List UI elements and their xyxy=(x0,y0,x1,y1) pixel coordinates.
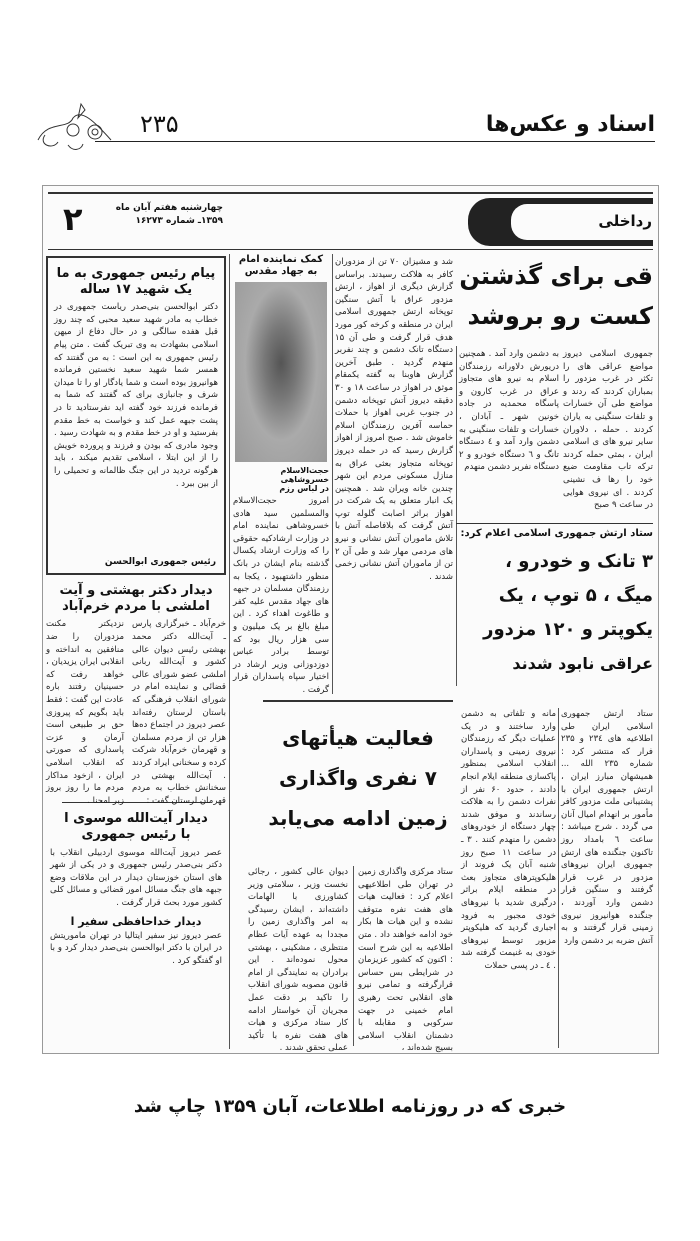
newspaper-page-number: ۲ xyxy=(63,200,83,238)
land-col-2: دیوان عالی کشور ، رجائی نخست وزیر ، سلامتی وزیر کشاورزی با الهامات داشته‌اند ، ایشان رسیدگی به امر واگذاری زمین را مجددا به عهده آیات عظام منتظری ، مشکینی ، بهشتی محول نموده‌اند . این برادران به نمایندگی از امام قانون مصوبه شورای انقلاب را تاکید بر دقت عمل مجریان آن خواستار ادامه کار ستاد مرکزی و هیات های هفت نفره با تأکید عملی تحقق شدند . xyxy=(248,867,348,1054)
photo-article xyxy=(233,254,329,694)
land-headline-3: زمین ادامه می‌یابد xyxy=(268,806,448,830)
date-line-1: چهارشنبه هفتم آبان ماه xyxy=(115,203,223,213)
floral-ornament-icon xyxy=(33,100,113,155)
message-headline-1: پیام رئیس جمهوری به ما xyxy=(56,266,216,281)
section-label: رداخلی xyxy=(598,212,652,230)
land-headline-2: ۷ نفری واگذاری xyxy=(279,766,437,790)
land-col-1: ستاد مرکزی واگذاری زمین در تهران طی اطلاعیهی اعلام کرد : فعالیت هیات های هفت نفره متوقف نشده و این هیات ها بکار خود ادامه خواهند داد . متن اطلاعیه به این شرح است : اکنون که کشور عزیزمان در شرایطی بس حساس قرارگرفته و تمامی نیرو های انقلابی تحت رهبری امام خمینی در جهت سرکوبی و مقابله با دشمنان انقلاب اسلامی بسیج شده‌اند ، xyxy=(358,867,453,1054)
header-rule xyxy=(95,141,655,142)
page-section-title: اسناد و عکس‌ها xyxy=(485,112,655,137)
main-col-3: جمهوری اسلامی دیروز مواضع عراقی های را تکثر در غرب مزدور را بمباران کردند که ردند و مواضع طی آن خسارات و تلفات سنگینی به یاران کردند . حمله ، دلاوران سایر نیرو های ی اسلامی ایران ، بمثی حمله کردند ترکه تاب مقاومت ضیع خود را رها ف نشینی کردند . ای نیروی هوایی در ساعت ۹ صبح xyxy=(563,349,653,511)
newspaper-clipping xyxy=(42,185,659,1054)
mousavi-headline-1: دیدار آیت‌الله موسوی ا xyxy=(64,811,208,827)
message-body: دکتر ابوالحسن بنی‌صدر ریاست جمهوری در خطاب به مادر شهید سعید محبی که چند روز قبل هفده سالگی و در حال دفاع از میهن اسلامی بشهادت به وی تبریک گفت . متن پیام رئیس جمهوری به این است : به من گفتند که همسر شما شهید سعید نخستین فرمانده هوانیروز بوده است و شما یادگار او را تا میدان شرف و جانبازی برای که گفتند که شما به فرمانده فرزند خود گفته اید نفرستادید تا در پشت جبهه عمل کند و خواست به خط مقدم بفرستید و او در خط مقدم و به شهادت رسید . وجود مادری که بودن و فرزند و پرورده خویش را از این ابتلا ، اسلامی تقدیم میکند ، باید هرگونه تردید در این جنگ ظالمانه و تحمیلی را از بین ببرد . xyxy=(54,302,218,489)
main-headline xyxy=(459,256,653,336)
tank-col-1: مانه و تلفاتی به دشمن وارد ساختند و در یک عملیات دیگر که رزمندگان نیروی زمینی و پاسداران انقلاب اسلامی بمنظور پاکسازی منطقه ایلام انجام دادند ، حدود ۶۰ نفر از نفرات دشمن را به هلاکت رساندند و موفق شدند چهار دستگاه از خودروهای دشمن را منهدم کنند . ۳ ـ در ساعت ۱۱ صبح روز شنبه آبان یک فروند از هلیکوپترهای متجاوز بعث در منطقه ایلام براثر درگیری شدید با نیروهای خودی مجبور به فرود اجباری گردید که هلیکوپتر مزبور توسط نیروهای خودی به غنیمت گرفته شد . ٤ ـ در پسی حملات xyxy=(461,709,557,971)
page-number: ۲۳۵ xyxy=(140,110,179,138)
beheshti-col-2: نزدیکتر مکنت مزدوران را ضد منافقین به انداخته و انقلابی ایران یزیدیان ، خواهد رفت که حسینیان رفتند باره عادت این گفت : فقط باید بگویم که پیروزی حق بر طبیعی است آرمان و عزت پاسداری که صورتی که انقلاب اسلامی ایران ، ازخود مداکار مردم ما را روز بروز زبر امحنا . xyxy=(46,619,124,806)
tank-article xyxy=(461,528,653,681)
message-signature: رئیس جمهوری ابوالحسن xyxy=(104,557,216,568)
photo-headline-1: کمک نماینده امام xyxy=(238,254,324,265)
tank-kicker: ستاد ارتش جمهوری اسلامی اعلام کرد: xyxy=(460,528,653,539)
tank-col-2: ستاد ارتش جمهوری اسلامی ایران طی اطلاعیه های ۲۳٤ و ۲۳۵ فرار که منتشر کرد : شماره ۲۳۵ الله ... همیشهان مبارز ایران ، ارتش جمهوری ایران با پشتیبانی ملت مزدور کافر مأمور بر انهدام امیال آنان می گردد . شرح میباشد : ساعت ٦ بامداد روز تاکنون جنگنده های ارتش جمهوری ایران نیروهای مزدور در غرب قرار گرفتند و سنگین قرار دشمن وارد آوردند ، جنگنده هوانیروز نیروی زمینی قرار گرفتند و به آتش ضربه بر دشمن وارد xyxy=(561,709,653,946)
masthead-date xyxy=(113,202,223,228)
main-headline-1: قی برای گذشتن xyxy=(459,262,653,290)
message-article-box xyxy=(46,256,226,575)
beheshti-headline-2: املشی با مردم خرم‌آباد xyxy=(62,598,210,614)
left-column xyxy=(46,256,226,1051)
portrait-photo xyxy=(235,282,327,462)
main-col-1: شد و مشیزان ۷۰ تن از مزدوران کافر به هلاکت رسیدند. براساس گزارش دیگری از اهواز ، ارتش مزدور عراق با آتش سنگین توپخانه ارتش جمهوری اسلامی ایران در منطقه و کرخه کور مورد هدف قرار گرفت و طی آن ۱۵ دستگاه تانک دشمن و چند نفربر منهدم گردید . طبق آخرین گزارش هاوبنا به گفته یکمقام موثق در اهواز در ساعت ۱۸ و ۳۰ دقیقه دیروز آتش توپخانه دشمن در جنوب غربی اهواز با حملات حماسه آفرین رزمندگان اسلام خاموش شد . صبح امروز از اهواز گزارش رسید که در حمله دیروز توپخانه متجاوز بعثی عراق به منازل مسکونی مردم این شهر چندین خانه ویران شد . همچنین یک انبار متعلق به یک شرکت در اهواز براثر اصابت گلوله توپ آتش گرفت که بلافاصله آتش با تلاش ماموران آتش نشانی و نیرو های مردمی مهار شد و طی آن ۲ تن از ماموران آتش نشانی زخمی شدند . xyxy=(335,257,453,582)
tank-headline-1: ۳ تانک و خودرو ، xyxy=(505,551,653,572)
photo-caption-1: حجت‌الاسلام خسروشاهی xyxy=(280,466,329,484)
masthead-bottom-rule xyxy=(48,249,653,250)
main-col-2: به دشمن وارد آمد . همچنین دریورش دلاورانه رزمندگان اسلام به نیرو های متجاوز عراق در غرب کارون و پاسگاه محمدیه در جاده خونین شهر ـ آبادان ، خسارات و تلفات سنگینی به دشمن وارد آمد و ٤ دستگاه تانگ و ٦ دستگاه خودرو و ۲ دستگاه نفربر دشمن منهدم xyxy=(459,349,559,473)
date-line-2: ۱۳۵۹ـ شماره ۱۶۲۷۳ xyxy=(135,216,223,226)
beheshti-article xyxy=(46,583,226,806)
mousavi-headline-2: با رئیس جمهوری xyxy=(81,826,191,842)
masthead-top-rule xyxy=(48,192,653,194)
main-headline-2: کست رو بروشد xyxy=(467,302,653,330)
mousavi-article xyxy=(46,811,226,967)
figure-caption: خبری که در روزنامه اطلاعات، آبان ۱۳۵۹ چاپ شد xyxy=(133,1096,567,1117)
land-article xyxy=(263,718,453,838)
tank-headline-2: میگ ، ۵ توپ ، یک xyxy=(498,585,653,606)
message-headline-2: یک شهید ۱۷ ساله xyxy=(79,281,193,297)
beheshti-col-1: خرم‌آباد ـ خبرگزاری پارس ـ آیت‌الله دکتر محمد بهشتی رئیس دیوان عالی کشور و آیت‌الله ربانی املشی عضو شورای عالی قضائی و نماینده امام در شورای انقلاب فرهنگی که باستان لرستان رفته‌اند عصر دیروز در اجتماع ده‌ها هزار تن از مردم مسلمان و قهرمان خرم‌آباد شرکت کرده و سخنانی ایراد کردند . آیت‌الله بهشتی در سخنانش خطاب به مردم قهرمان لرستان گفت : xyxy=(131,619,226,806)
beheshti-headline-1: دیدار دکتر بهشتی و آیت xyxy=(59,583,213,599)
land-headline-1: فعالیت هیأتهای xyxy=(282,726,434,750)
farewell-body: عصر دیروز نیز سفیر ایتالیا در تهران ماموریتش در ایران با دکتر ابوالحسن بنی‌صدر دیدار کرد و با او گفتگو کرد . xyxy=(50,930,222,966)
photo-headline-2: به جهاد مقدس xyxy=(244,266,318,277)
tank-headline-4: عراقی نابود شدند xyxy=(512,654,653,673)
photo-caption-2: در لباس رزم xyxy=(279,484,329,493)
photo-body: امروز حجت‌الاسلام والمسلمین سید هادی خسروشاهی نماینده امام در وزارت ارشادکیه حقوقی را که وزارت ارشاد یکسال گذشته بنام ایشان در بانک منظور داشتهبود ، یکجا به رزمندگان مسلمان در جبهه های جهاد مقدس علیه کفر و طاغوت اهداء کرد . این مبلغ بالغ بر یک میلیون و سی هزار ریال بود که توسط برادر عباس دوزدوزانی وزیر ارشاد در اختیار سپاه پاسداران قرار گرفت . xyxy=(233,496,329,695)
mousavi-body: عصر دیروز آیت‌الله موسوی اردبیلی انقلاب با دکتر بنی‌صدر رئیس جمهوری و در یکی از شهر های استان خوزستان دیدار در این ملاقات وضع جبهه های جنگ مسائل امور قضائی و مسائل کلی کشور مورد بحث قرار گرفت . xyxy=(50,847,222,908)
tank-headline-3: یکوپتر و ۱۲۰ مزدور xyxy=(483,619,653,640)
tank-headline xyxy=(461,545,653,681)
farewell-headline: دیدار خداحافظی سفیر ا xyxy=(70,914,202,928)
